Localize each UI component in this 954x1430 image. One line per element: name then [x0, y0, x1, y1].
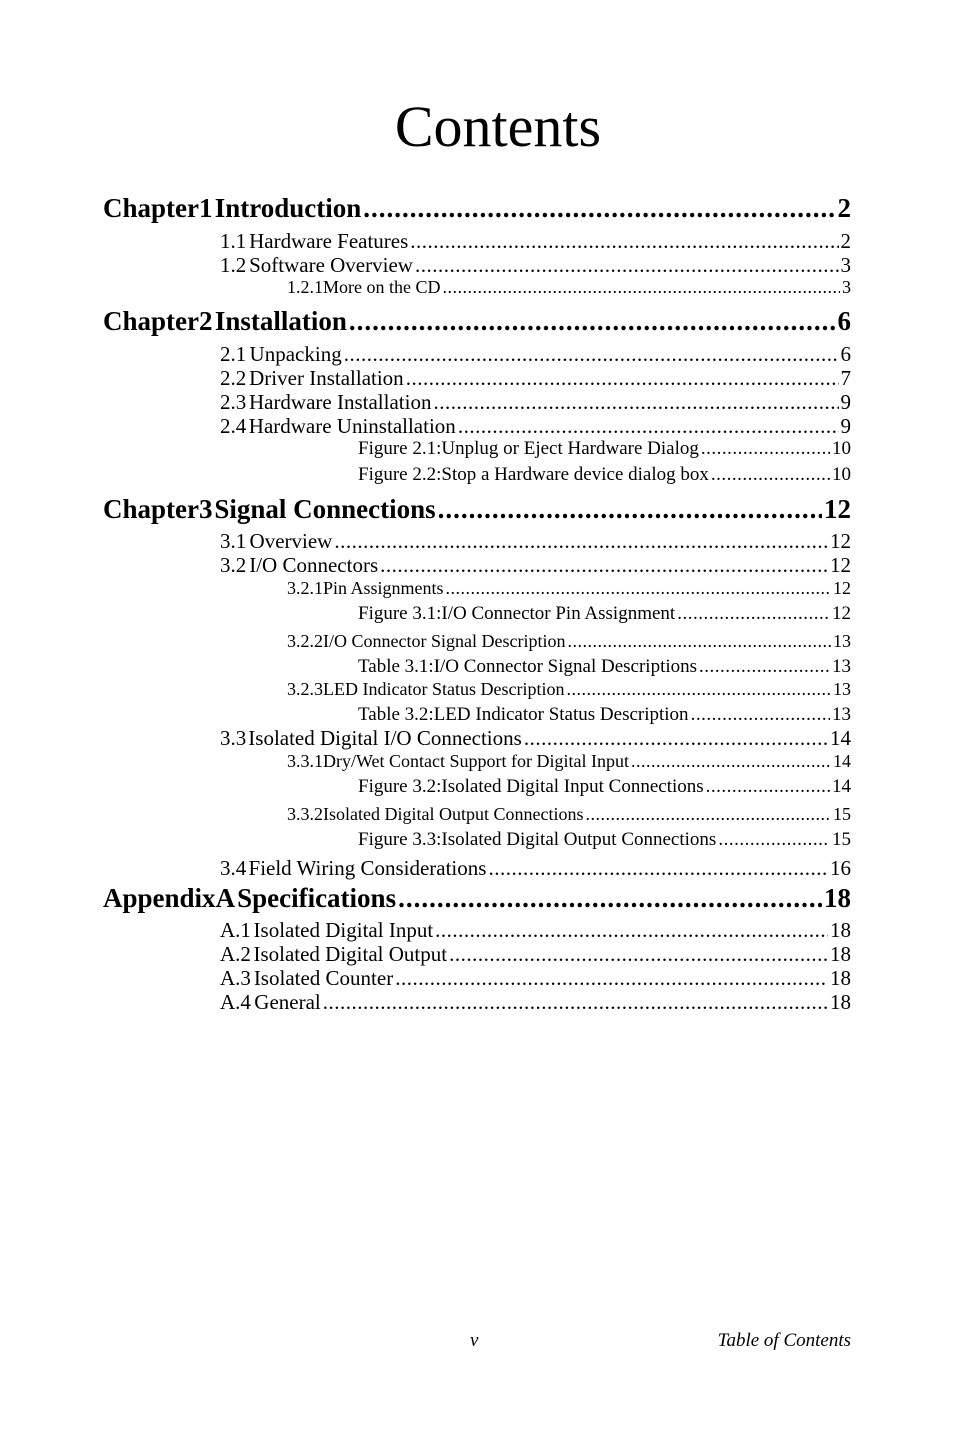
toc-subsection[interactable]	[287, 578, 851, 600]
dot-leader	[380, 553, 828, 578]
toc-subsection[interactable]	[287, 679, 851, 701]
toc-subsection[interactable]	[287, 631, 851, 653]
subsection-number: 1.2.1	[287, 277, 323, 297]
page-number: 12	[830, 529, 851, 553]
section-title: Overview	[249, 529, 333, 553]
page-number: 14	[830, 726, 851, 750]
toc-table-entry[interactable]	[358, 656, 851, 680]
chapter-keyword: Chapter	[103, 193, 199, 223]
chapter-title: Introduction	[214, 193, 362, 223]
toc-appendix-a[interactable]	[103, 883, 851, 917]
subsection-number: 3.2.3	[287, 679, 323, 699]
dot-leader	[699, 656, 830, 678]
page-number: 18	[824, 883, 851, 913]
page-number: 12	[824, 494, 851, 524]
page-number: 15	[833, 804, 851, 824]
dot-leader	[691, 704, 830, 726]
section-number: 3.3	[220, 726, 247, 750]
dot-leader	[415, 253, 839, 278]
toc-figure[interactable]	[358, 603, 851, 627]
page-number: 14	[833, 751, 851, 771]
section-number: A.4	[220, 990, 251, 1014]
page-number: 2	[837, 193, 851, 223]
dot-leader	[631, 751, 831, 772]
section-title: Isolated Digital I/O Connections	[248, 726, 522, 750]
dot-leader	[323, 990, 828, 1015]
section-number: A.2	[220, 942, 251, 966]
figure-title: Figure 3.1:I/O Connector Pin Assignment	[358, 603, 676, 624]
page-number: 12	[832, 603, 851, 624]
page-number: 13	[833, 679, 851, 699]
toc-section[interactable]	[220, 529, 851, 553]
page-number: 7	[840, 366, 851, 390]
section-number: 1.2	[220, 253, 247, 277]
toc-figure[interactable]	[358, 776, 851, 800]
toc-section[interactable]	[220, 856, 851, 880]
section-title: Hardware Uninstallation	[248, 414, 456, 438]
page-number: 18	[830, 942, 851, 966]
toc-section[interactable]	[220, 918, 851, 942]
subsection-title: Dry/Wet Contact Support for Digital Input	[323, 751, 629, 771]
toc-section[interactable]	[220, 229, 851, 253]
section-number: A.1	[220, 918, 251, 942]
dot-leader	[567, 631, 831, 652]
dot-leader	[524, 726, 828, 751]
toc-table-entry[interactable]	[358, 704, 851, 728]
chapter-number: 2	[199, 306, 213, 336]
section-number: 2.2	[220, 366, 247, 390]
page-number: 3	[840, 253, 851, 277]
section-number: 2.3	[220, 390, 247, 414]
page-number: 2	[840, 229, 851, 253]
dot-leader	[566, 679, 831, 700]
toc-section[interactable]	[220, 366, 851, 390]
section-number: 3.4	[220, 856, 247, 880]
section-title: Hardware Installation	[248, 390, 432, 414]
dot-leader	[334, 529, 828, 554]
dot-leader	[701, 438, 830, 460]
chapter-keyword: Chapter	[103, 494, 199, 524]
section-number: A.3	[220, 966, 251, 990]
footer-page-number: v	[470, 1330, 479, 1351]
page-number: 18	[830, 990, 851, 1014]
toc-section[interactable]	[220, 553, 851, 577]
section-number: 2.4	[220, 414, 247, 438]
dot-leader	[718, 829, 830, 851]
page-number: 3	[842, 277, 851, 297]
toc-figure[interactable]	[358, 829, 851, 853]
dot-leader	[433, 390, 838, 415]
dot-leader	[410, 229, 838, 254]
dot-leader	[363, 193, 835, 224]
toc-section[interactable]	[220, 253, 851, 277]
section-title: Isolated Digital Output	[253, 942, 448, 966]
page-number: 18	[830, 918, 851, 942]
page-number: 10	[832, 464, 851, 485]
page-title: Contents	[394, 94, 602, 159]
appendix-keyword: Appendix	[103, 883, 216, 913]
subsection-number: 3.3.1	[287, 751, 323, 771]
section-title: Unpacking	[249, 342, 342, 366]
dot-leader	[344, 342, 839, 367]
subsection-title: LED Indicator Status Description	[323, 679, 565, 699]
dot-leader	[677, 603, 830, 625]
figure-title: Figure 2.2:Stop a Hardware device dialog box	[358, 464, 709, 485]
dot-leader	[395, 966, 828, 991]
dot-leader	[449, 942, 828, 967]
dot-leader	[349, 306, 836, 337]
dot-leader	[398, 883, 822, 914]
toc-subsection[interactable]	[287, 277, 851, 299]
page-number: 13	[832, 704, 851, 725]
dot-leader	[406, 366, 839, 391]
page-number: 13	[833, 631, 851, 651]
dot-leader	[438, 494, 822, 525]
page-number: 12	[833, 578, 851, 598]
subsection-title: Isolated Digital Output Connections	[323, 804, 584, 824]
toc-section[interactable]	[220, 726, 851, 750]
toc-subsection[interactable]	[287, 751, 851, 773]
subsection-number: 3.2.2	[287, 631, 323, 651]
page-number: 6	[837, 306, 851, 336]
section-title: Field Wiring Considerations	[248, 856, 487, 880]
section-title: Isolated Digital Input	[253, 918, 434, 942]
section-title: Isolated Counter	[253, 966, 394, 990]
chapter-number: 1	[199, 193, 213, 223]
subsection-number: 3.2.1	[287, 578, 323, 598]
toc-section[interactable]	[220, 414, 851, 438]
figure-title: Figure 2.1:Unplug or Eject Hardware Dialog	[358, 438, 699, 459]
toc-chapter-2[interactable]	[103, 306, 851, 340]
section-title: General	[254, 990, 321, 1014]
section-title: Software Overview	[249, 253, 413, 277]
table-entry-title: Table 3.1:I/O Connector Signal Descriptions	[358, 656, 698, 677]
dot-leader	[706, 776, 830, 798]
appendix-title: Specifications	[237, 883, 397, 913]
appendix-letter: A	[215, 883, 236, 913]
toc-section[interactable]	[220, 990, 851, 1014]
toc-chapter-1[interactable]	[103, 193, 851, 227]
section-title: I/O Connectors	[249, 553, 379, 577]
dot-leader	[435, 918, 828, 943]
dot-leader	[488, 856, 828, 881]
toc-section[interactable]	[220, 390, 851, 414]
table-entry-title: Table 3.2:LED Indicator Status Description	[358, 704, 689, 725]
dot-leader	[585, 804, 831, 825]
page-number: 9	[840, 414, 851, 438]
subsection-title: I/O Connector Signal Description	[323, 631, 566, 651]
page-number: 14	[832, 776, 851, 797]
page-number: 9	[840, 390, 851, 414]
chapter-title: Installation	[214, 306, 347, 336]
toc-chapter-3[interactable]	[103, 494, 851, 528]
toc-section[interactable]	[220, 966, 851, 990]
page-number: 18	[830, 966, 851, 990]
toc-figure[interactable]	[358, 438, 851, 462]
section-number: 2.1	[220, 342, 247, 366]
dot-leader	[711, 464, 830, 486]
section-number: 3.2	[220, 553, 247, 577]
section-title: Driver Installation	[249, 366, 404, 390]
section-title: Hardware Features	[249, 229, 409, 253]
chapter-title: Signal Connections	[214, 494, 436, 524]
toc-section[interactable]	[220, 342, 851, 366]
page-number: 6	[840, 342, 851, 366]
page-number: 13	[832, 656, 851, 677]
subsection-title: More on the CD	[323, 277, 441, 297]
subsection-number: 3.3.2	[287, 804, 323, 824]
page-number: 15	[832, 829, 851, 850]
section-number: 3.1	[220, 529, 247, 553]
toc-subsection[interactable]	[287, 804, 851, 826]
subsection-title: Pin Assignments	[323, 578, 444, 598]
dot-leader	[446, 578, 831, 599]
chapter-keyword: Chapter	[103, 306, 199, 336]
footer-section-title: Table of Contents	[717, 1330, 851, 1351]
dot-leader	[458, 414, 839, 439]
dot-leader	[442, 277, 840, 298]
figure-title: Figure 3.3:Isolated Digital Output Connections	[358, 829, 717, 850]
toc-section[interactable]	[220, 942, 851, 966]
page-number: 16	[830, 856, 851, 880]
toc-figure[interactable]	[358, 464, 851, 488]
chapter-number: 3	[199, 494, 213, 524]
figure-title: Figure 3.2:Isolated Digital Input Connections	[358, 776, 704, 797]
section-number: 1.1	[220, 229, 247, 253]
page-number: 12	[830, 553, 851, 577]
page-number: 10	[832, 438, 851, 459]
